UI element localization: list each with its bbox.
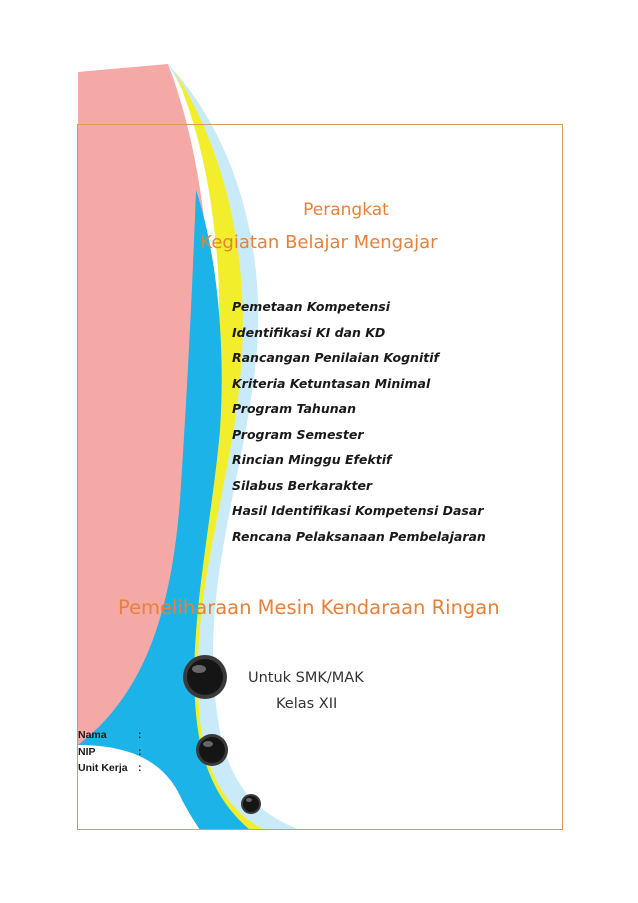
document-list <box>212 299 486 554</box>
list-item <box>212 376 486 402</box>
school-level: Untuk SMK/MAK <box>248 670 364 686</box>
list-item <box>212 503 486 529</box>
identity-separator: : <box>138 762 142 774</box>
identity-label: Unit Kerja <box>78 762 128 774</box>
grade-level: Kelas XII <box>276 696 338 712</box>
document-title: Program Tahunan <box>232 401 356 416</box>
document-title: Hasil Identifikasi Kompetensi Dasar <box>232 503 484 518</box>
document-title: Rancangan Penilaian Kognitif <box>232 350 439 365</box>
list-item <box>212 529 486 555</box>
identity-separator: : <box>138 745 142 758</box>
document-title: Identifikasi KI dan KD <box>232 324 386 340</box>
identity-label: NIP <box>78 745 96 758</box>
list-item <box>212 325 486 351</box>
list-item <box>212 452 486 478</box>
list-item <box>212 299 486 325</box>
subject-title: Pemeliharaan Mesin Kendaraan Ringan <box>118 596 500 619</box>
list-item <box>212 401 486 427</box>
document-title: Pemetaan Kompetensi <box>232 299 391 314</box>
document-title: Rincian Minggu Efektif <box>232 452 392 467</box>
document-title: Kriteria Ketuntasan Minimal <box>232 375 431 391</box>
cover-title-line2: Kegiatan Belajar Mengajar <box>200 232 438 253</box>
list-item <box>212 478 486 504</box>
identity-label: Nama <box>78 729 107 741</box>
identity-row-nip <box>78 744 142 761</box>
identity-block <box>78 727 142 777</box>
list-item <box>212 350 486 376</box>
document-title: Rencana Pelaksanaan Pembelajaran <box>232 528 486 544</box>
identity-separator: : <box>138 729 142 741</box>
document-title: Program Semester <box>232 426 364 442</box>
document-title: Silabus Berkarakter <box>232 477 373 493</box>
identity-row-nama <box>78 727 142 744</box>
list-item <box>212 427 486 453</box>
cover-title-line1: Perangkat <box>303 200 389 220</box>
identity-row-unit-kerja <box>78 760 142 777</box>
